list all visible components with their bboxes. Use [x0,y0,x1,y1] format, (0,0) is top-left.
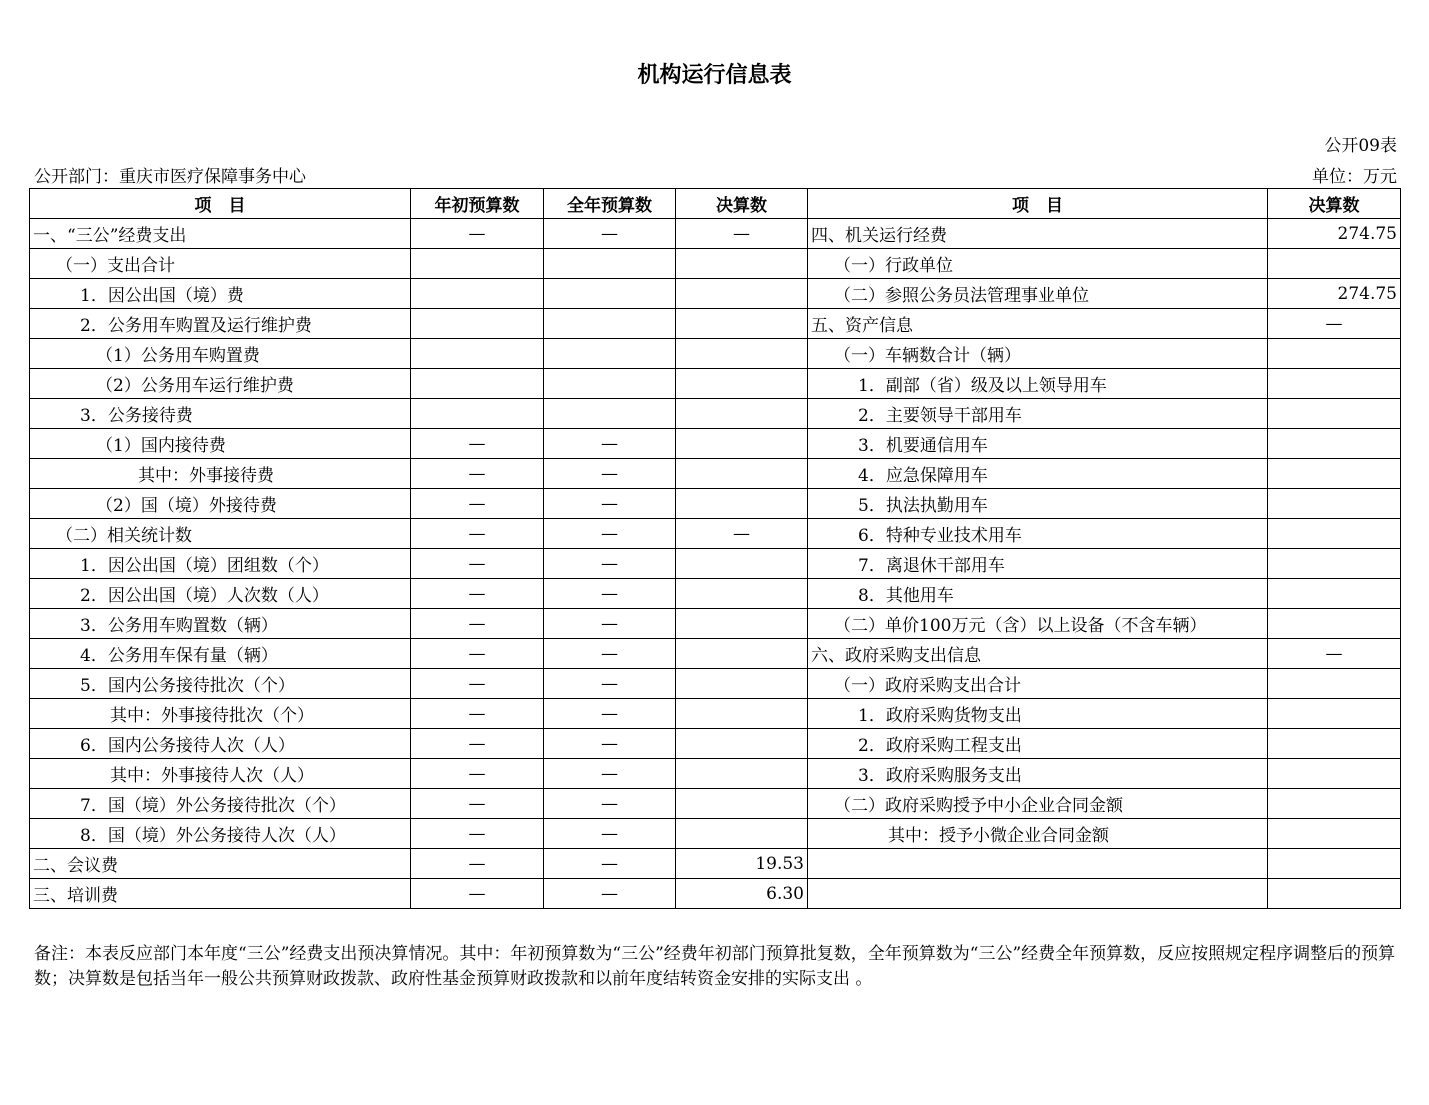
row-item-right: 3．政府采购服务支出 [808,759,1268,789]
row-final-account [676,639,808,669]
row-final-account [676,369,808,399]
row-final-account: — [676,219,808,249]
row-final-account [676,249,808,279]
header-item-right: 项 目 [808,189,1268,219]
row-final-account [676,459,808,489]
table-row [30,249,1401,279]
row-item-left: 8．国（境）外公务接待人次（人） [30,819,411,849]
row-item-right: 五、资产信息 [808,309,1268,339]
row-item-left: 其中：外事接待费 [30,459,411,489]
row-item-right: 其中：授予小微企业合同金额 [808,819,1268,849]
row-final-account-right [1268,669,1401,699]
row-initial-budget: — [411,549,544,579]
row-initial-budget: — [411,669,544,699]
row-final-account-right [1268,429,1401,459]
row-final-account [676,819,808,849]
row-item-right [808,849,1268,879]
row-final-account-right [1268,519,1401,549]
row-final-account [676,759,808,789]
row-final-account [676,729,808,759]
row-item-right: 2．主要领导干部用车 [808,399,1268,429]
row-item-left: 1．因公出国（境）团组数（个） [30,549,411,579]
row-annual-budget: — [544,699,676,729]
row-final-account [676,699,808,729]
row-final-account-right: — [1268,309,1401,339]
row-initial-budget: — [411,609,544,639]
row-item-left: 三、培训费 [30,879,411,909]
row-annual-budget [544,369,676,399]
row-final-account-right [1268,339,1401,369]
header-final-account: 决算数 [676,189,808,219]
row-initial-budget [411,399,544,429]
row-final-account [676,549,808,579]
row-initial-budget: — [411,879,544,909]
row-item-right: 8．其他用车 [808,579,1268,609]
table-row [30,399,1401,429]
row-final-account-right [1268,489,1401,519]
row-final-account-right [1268,699,1401,729]
row-item-left: 二、会议费 [30,849,411,879]
row-final-account-right [1268,729,1401,759]
row-annual-budget [544,339,676,369]
table-row [30,309,1401,339]
table-row [30,549,1401,579]
row-item-right: 3．机要通信用车 [808,429,1268,459]
row-initial-budget: — [411,429,544,459]
row-final-account: 19.53 [676,849,808,879]
row-item-right: 6．特种专业技术用车 [808,519,1268,549]
footnote: 备注：本表反应部门本年度“三公”经费支出预决算情况。其中：年初预算数为“三公”经费年初部门预算批复数，全年预算数为“三公”经费全年预算数，反应按照规定程序调整后的预算数；决算数是包括当年一般公共预算财政拨款、政府性基金预算财政拨款和以前年度结转资金安排的实际支出 。 [34,944,1396,989]
row-initial-budget: — [411,639,544,669]
row-final-account [676,489,808,519]
table-row [30,699,1401,729]
table-row [30,369,1401,399]
row-final-account-right: 274.75 [1268,279,1401,309]
row-item-right: （一）行政单位 [808,249,1268,279]
table-row [30,219,1401,249]
row-final-account [676,279,808,309]
row-final-account [676,309,808,339]
row-item-right: （一）车辆数合计（辆） [808,339,1268,369]
table-row [30,279,1401,309]
form-number: 公开09表 [1324,136,1397,156]
row-item-left: 1．因公出国（境）费 [30,279,411,309]
row-initial-budget: — [411,519,544,549]
row-initial-budget: — [411,219,544,249]
row-item-left: 2．因公出国（境）人次数（人） [30,579,411,609]
row-initial-budget [411,369,544,399]
row-annual-budget: — [544,609,676,639]
table-row [30,519,1401,549]
row-item-left: （1）公务用车购置费 [30,339,411,369]
row-final-account: — [676,519,808,549]
row-initial-budget: — [411,579,544,609]
page-title: 机构运行信息表 [637,63,792,88]
row-item-right: （二）参照公务员法管理事业单位 [808,279,1268,309]
header-final-account-right: 决算数 [1268,189,1401,219]
row-item-right: 2．政府采购工程支出 [808,729,1268,759]
table-row [30,639,1401,669]
department-label: 公开部门：重庆市医疗保障事务中心 [34,167,306,187]
row-item-right: 四、机关运行经费 [808,219,1268,249]
table-row [30,759,1401,789]
row-item-right [808,879,1268,909]
row-final-account-right [1268,579,1401,609]
table-row [30,459,1401,489]
header-initial-budget: 年初预算数 [411,189,544,219]
row-final-account-right [1268,819,1401,849]
row-final-account-right [1268,759,1401,789]
row-item-left: （一）支出合计 [30,249,411,279]
info-table [29,188,1401,909]
row-item-right: 1．副部（省）级及以上领导用车 [808,369,1268,399]
header-item-left: 项 目 [30,189,411,219]
row-item-right: 1．政府采购货物支出 [808,699,1268,729]
row-initial-budget: — [411,459,544,489]
row-final-account-right [1268,249,1401,279]
table-row [30,819,1401,849]
row-final-account-right [1268,879,1401,909]
table-row [30,669,1401,699]
row-annual-budget [544,279,676,309]
row-item-left: 其中：外事接待人次（人） [30,759,411,789]
row-item-left: 6．国内公务接待人次（人） [30,729,411,759]
row-annual-budget: — [544,459,676,489]
row-item-right: （二）单价100万元（含）以上设备（不含车辆） [808,609,1268,639]
row-item-left: 5．国内公务接待批次（个） [30,669,411,699]
row-annual-budget: — [544,789,676,819]
row-annual-budget [544,399,676,429]
row-final-account [676,399,808,429]
row-final-account [676,669,808,699]
table-row [30,429,1401,459]
row-initial-budget: — [411,699,544,729]
table-row [30,609,1401,639]
row-annual-budget: — [544,429,676,459]
header-annual-budget: 全年预算数 [544,189,676,219]
row-annual-budget: — [544,879,676,909]
row-final-account-right [1268,549,1401,579]
row-annual-budget: — [544,549,676,579]
table-row [30,729,1401,759]
table-row [30,789,1401,819]
unit-label: 单位：万元 [1312,167,1397,187]
row-final-account-right [1268,369,1401,399]
row-final-account-right [1268,399,1401,429]
row-annual-budget: — [544,489,676,519]
row-initial-budget [411,339,544,369]
row-initial-budget: — [411,489,544,519]
row-initial-budget: — [411,789,544,819]
row-item-right: （一）政府采购支出合计 [808,669,1268,699]
table-header-row [30,189,1401,219]
row-annual-budget: — [544,759,676,789]
row-final-account-right [1268,609,1401,639]
row-item-left: 2．公务用车购置及运行维护费 [30,309,411,339]
table-row [30,579,1401,609]
row-final-account: 6.30 [676,879,808,909]
row-item-left: （2）国（境）外接待费 [30,489,411,519]
table-row [30,849,1401,879]
row-final-account [676,579,808,609]
row-item-left: 3．公务接待费 [30,399,411,429]
row-final-account [676,789,808,819]
row-final-account-right: 274.75 [1268,219,1401,249]
row-item-left: 7．国（境）外公务接待批次（个） [30,789,411,819]
row-initial-budget [411,279,544,309]
row-final-account-right: — [1268,639,1401,669]
row-annual-budget: — [544,849,676,879]
row-item-right: 7．离退休干部用车 [808,549,1268,579]
row-item-left: （1）国内接待费 [30,429,411,459]
row-initial-budget: — [411,759,544,789]
row-annual-budget [544,249,676,279]
row-item-left: 4．公务用车保有量（辆） [30,639,411,669]
row-item-left: 其中：外事接待批次（个） [30,699,411,729]
table-row [30,879,1401,909]
row-initial-budget [411,309,544,339]
row-item-right: （二）政府采购授予中小企业合同金额 [808,789,1268,819]
row-item-left: （2）公务用车运行维护费 [30,369,411,399]
row-annual-budget: — [544,819,676,849]
row-initial-budget: — [411,819,544,849]
row-initial-budget: — [411,849,544,879]
row-annual-budget: — [544,729,676,759]
row-final-account-right [1268,849,1401,879]
row-final-account [676,339,808,369]
row-annual-budget: — [544,219,676,249]
row-annual-budget: — [544,519,676,549]
row-initial-budget [411,249,544,279]
row-annual-budget [544,309,676,339]
row-annual-budget: — [544,669,676,699]
row-item-left: 3．公务用车购置数（辆） [30,609,411,639]
row-annual-budget: — [544,579,676,609]
row-final-account-right [1268,459,1401,489]
row-item-left: （二）相关统计数 [30,519,411,549]
row-item-right: 5．执法执勤用车 [808,489,1268,519]
row-final-account [676,429,808,459]
row-initial-budget: — [411,729,544,759]
row-final-account [676,609,808,639]
row-annual-budget: — [544,639,676,669]
table-row [30,339,1401,369]
row-final-account-right [1268,789,1401,819]
row-item-left: 一、“三公”经费支出 [30,219,411,249]
table-row [30,489,1401,519]
row-item-right: 六、政府采购支出信息 [808,639,1268,669]
row-item-right: 4．应急保障用车 [808,459,1268,489]
